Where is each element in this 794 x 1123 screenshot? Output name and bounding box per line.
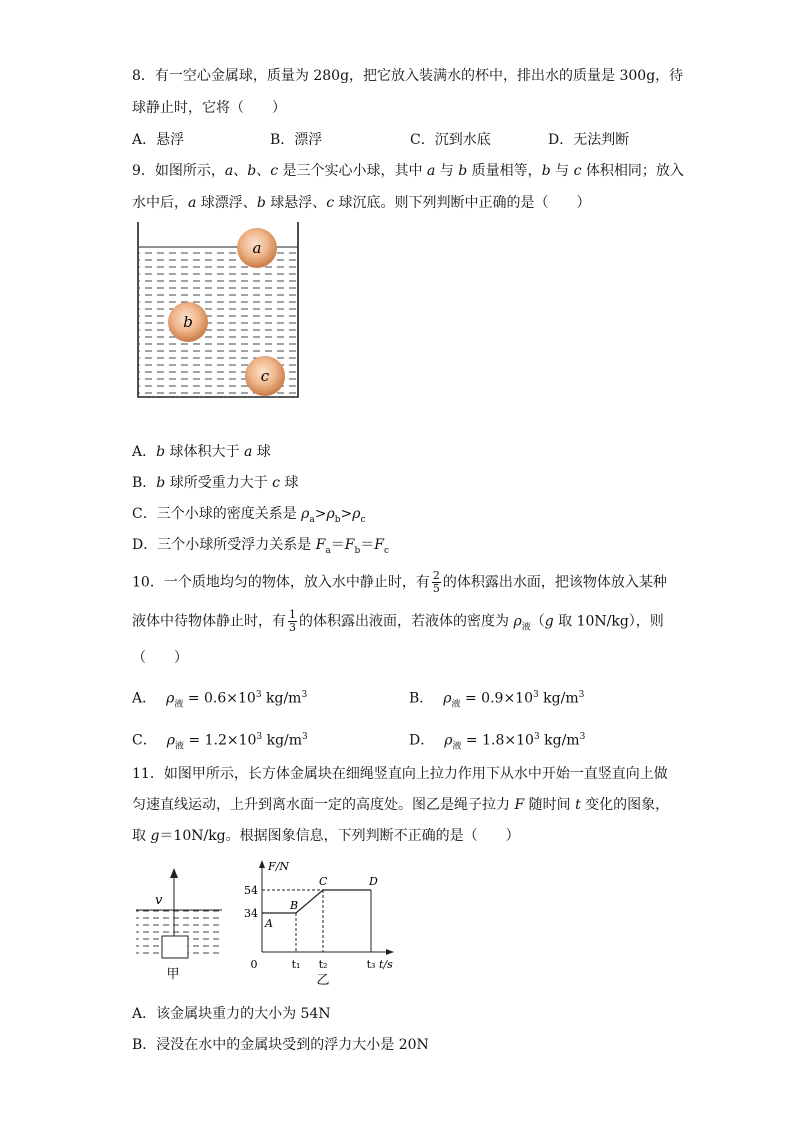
point-label-C: C <box>319 875 328 888</box>
ball-b-label: b <box>183 313 193 331</box>
q11-chart-yi <box>240 856 400 988</box>
series-line <box>262 890 371 913</box>
q11-option-b: B．浸没在水中的金属块受到的浮力大小是 20N <box>132 1037 429 1053</box>
q8-stem-line1: 8．有一空心金属球，质量为 280g，把它放入装满水的杯中，排出水的质量是 300g，待 <box>132 68 684 84</box>
q8-option-c: C．沉到水底 <box>410 132 491 148</box>
x-axis-label: t/s <box>379 958 393 971</box>
fraction-two-fifths: $\frac{2}{5}$ <box>432 569 440 595</box>
figure-yi-caption: 乙 <box>316 973 330 988</box>
q9-option-a: A．b 球体积大于 a 球 <box>132 444 271 460</box>
q11-stem-line3: 取 g＝10N/kg。根据图象信息，下列判断不正确的是（ ） <box>132 828 520 844</box>
q11-stem-line2: 匀速直线运动，上升到离水面一定的高度处。图乙是绳子拉力 F 随时间 t 变化的图象， <box>132 797 670 813</box>
q11-option-a: A．该金属块重力的大小为 54N <box>132 1006 331 1022</box>
q9-stem-line1: 9．如图所示，a、b、c 是三个实心小球，其中 a 与 b 质量相等，b 与 c 体积相同；放入 <box>132 163 684 179</box>
q10-stem-line2: 液体中待物体静止时，有 $\frac{1}{3}$ 的体积露出液面，若液体的密度为 $\rho_液(g$ 取 10N/kg），则 <box>132 608 664 634</box>
fraction-one-third: $\frac{1}{3}$ <box>289 608 296 634</box>
figure-jia-caption: 甲 <box>166 967 180 982</box>
q9-beaker-figure <box>132 222 304 402</box>
q9-option-c: C．三个小球的密度关系是 $\rho_a>\rho_b>\rho_c$ <box>132 506 366 525</box>
q8-option-d: D．无法判断 <box>548 132 630 148</box>
q9-option-d: D．三个小球所受浮力关系是 $F_a=F_b=F_c$ <box>132 537 390 556</box>
x-tick-label-3: t₃ <box>366 958 376 971</box>
x-tick-label-1: t₁ <box>291 958 301 971</box>
q10-option-d: D． $\rho_液 = 1.8\times 10^3$ $kg/m^3$ <box>409 732 586 752</box>
q10-option-b: B． $\rho_液 = 0.9\times 10^3$ $kg/m^3$ <box>409 690 585 710</box>
svg-text:v: v <box>155 893 163 908</box>
q10-stem-line3: （ ） <box>132 650 188 666</box>
ball-c-label: c <box>260 367 270 385</box>
q8-stem-line2: 球静止时，它将（ ） <box>132 100 286 116</box>
q8-option-a: A．悬浮 <box>132 132 185 148</box>
origin-label: 0 <box>250 958 258 971</box>
ball-a-label: a <box>252 239 262 257</box>
q11-stem-line1: 11．如图甲所示，长方体金属块在细绳竖直向上拉力作用下从水中开始一直竖直向上做 <box>132 766 668 782</box>
q8-option-b: B．漂浮 <box>270 132 323 148</box>
point-label-B: B <box>290 898 299 912</box>
q11-figure-jia <box>132 866 228 986</box>
x-tick-label-2: t₂ <box>318 958 328 971</box>
q10-option-c: C． $\rho_液 = 1.2\times 10^3$ $kg/m^3$ <box>132 732 308 752</box>
y-axis-label: F/N <box>268 860 289 873</box>
q10-option-a: A． $\rho_液 = 0.6\times 10^3$ $kg/m^3$ <box>132 690 308 710</box>
y-tick-label-54: 54 <box>244 884 258 897</box>
q9-option-b: B．b 球所受重力大于 c 球 <box>132 475 299 491</box>
point-label-A: A <box>265 916 273 930</box>
metal-block <box>162 936 188 958</box>
q9-stem-line2: 水中后，a 球漂浮、b 球悬浮、c 球沉底。则下列判断中正确的是（ ） <box>132 195 591 211</box>
q10-stem-line1: 10．一个质地均匀的物体，放入水中静止时，有 $\frac{2}{5}$ 的体积露出水面，把该物体放入某种 <box>132 569 667 595</box>
y-axis-arrow <box>259 860 265 868</box>
x-axis-arrow <box>386 949 394 955</box>
y-tick-label-34: 34 <box>244 906 258 920</box>
point-label-D: D <box>369 875 378 888</box>
